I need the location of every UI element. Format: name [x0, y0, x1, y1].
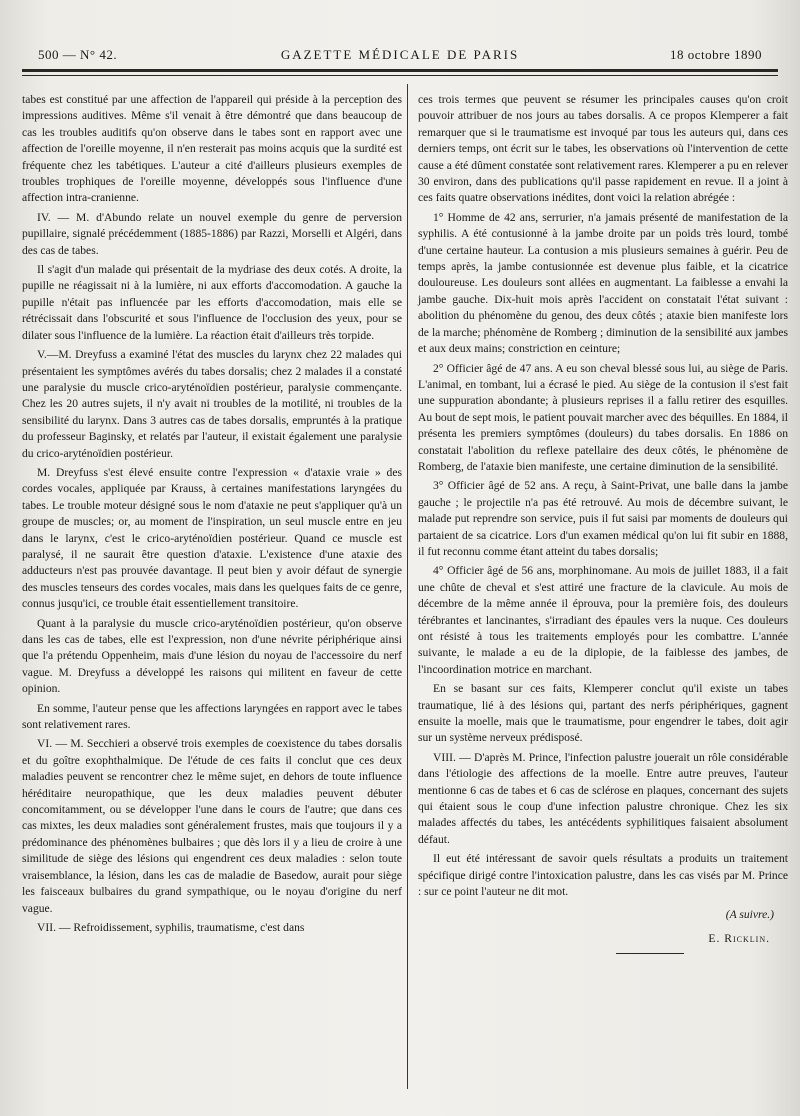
column-divider	[407, 84, 408, 1089]
page-number: 500 — N° 42.	[38, 47, 118, 62]
header-rule-thin	[22, 75, 778, 76]
paragraph: En somme, l'auteur pense que les affections laryngées en rapport avec le tabes sont relativement rares.	[22, 701, 402, 732]
paragraph: IV. — M. d'Abundo relate un nouvel exemple du genre de perversion pupillaire, signalé précédemment (1885-1886) par Razzi, Morselli et Algéri, dans des cas de tabes.	[22, 210, 402, 257]
left-column	[22, 92, 402, 939]
paragraph: En se basant sur ces faits, Klemperer conclut qu'il existe un tabes traumatique, lié à des lésions qui, partant des nerfs périphériques, gagnent ensuite la moelle, mais que le traumatisme, pour engendrer le tabes, doit agir sur un système nerveux prédisposé.	[418, 682, 788, 745]
paragraph: 4° Officier âgé de 56 ans, morphinomane. Au mois de juillet 1883, il a fait une chûte de cheval et s'est attiré une fracture de la clavicule. Au mois de décembre de la même année il éprouva, pour la première fois, des douleurs térébrantes et lancinantes, s'irradiant des épaules vers la nuque. Ces douleurs ont résisté à tous les traitements employés pour les combattre. L'année suivante, le malade a eu de la diplopie, de la faiblesse des jambes, de l'incoordination motrice en marchant.	[418, 564, 788, 676]
paragraph: Il eut été intéressant de savoir quels résultats a produits un traitement spécifique dirigé contre l'intoxication palustre, dans les cas visés par M. Prince : sur ce point l'auteur ne dit mot.	[418, 852, 788, 899]
right-column	[418, 92, 788, 954]
paragraph: VIII. — D'après M. Prince, l'infection palustre jouerait un rôle considérable dans l'étiologie des affections de la moelle. Entre autre preuves, l'auteur mentionne 6 cas de tabes et 6 cas de sclérose en plaques, concernant des sujets qui étaient sous le coup d'une infection palustre chronique. Chez les six malades affectés du tabes, les antécédents syphilitiques faisaient absolument défaut.	[418, 750, 788, 846]
page-header	[38, 47, 762, 67]
issue-date: 18 octobre 1890	[670, 47, 762, 62]
paragraph: VII. — Refroidissement, syphilis, traumatisme, c'est dans	[37, 920, 305, 934]
paragraph: V.—M. Dreyfuss a examiné l'état des muscles du larynx chez 22 malades qui présentaient les symptômes avérés du tabes dorsalis; chez 2 malades il a constaté une paralysie du muscle crico-aryténoïdien postérieur, paralysie commençante. Chez les 20 autres sujets, il n'y avait ni troubles de la motilité, ni troubles de la sensibilité du larynx. Dans 3 autres cas de tabes dorsalis, empruntés à la pratique du professeur Baginsky, et relatés par l'auteur, il existait également une paralysie du crico-aryténoïdien postérieur.	[22, 348, 402, 460]
paragraph: Quant à la paralysie du muscle crico-aryténoïdien postérieur, qu'on observe dans les cas de tabes, elle est l'expression, non d'une névrite périphérique ainsi que l'a prétendu Oppenheim, mais d'une lésion du noyau de l'accessoire du nerf vague. M. Dreyfuss a développé les raisons qui militent en faveur de cette opinion.	[22, 616, 402, 696]
to-be-continued: (A suivre.)	[725, 907, 774, 921]
signature-rule	[616, 953, 684, 954]
paragraph: ces trois termes que peuvent se résumer les principales causes qu'on croit pouvoir attribuer de nos jours au tabes dorsalis. A ce propos Klemperer a fait remarquer que si le traumatisme est invoqué par tous les auteurs qui, dans ces derniers temps, ont écrit sur le tabes, les observations où l'intervention de cette cause a été dûment constatée sont relativement rares. Klemperer a pu en relever 30 environ, dans des publications qu'il passe rapidement en revue. Il a joint à ces faits quatre observations inédites, dont voici la relation abrégée :	[418, 93, 788, 205]
author-signature: E. Ricklin.	[708, 931, 770, 945]
paragraph: VI. — M. Secchieri a observé trois exemples de coexistence du tabes dorsalis et du goître exophthalmique. De l'étude de ces faits il conclut que ces deux maladies peuvent se rencontrer chez le même sujet, en dehors de toute influence héréditaire neuropathique, que les deux maladies peuvent débuter concomitamment, ou se développer l'une dans le cours de l'autre; que dans ces cas mixtes, les deux maladies sont généralement frustes, mais que toujours il y a prédominance des phénomènes bulbaires ; que dès lors il y a lieu de croire à une similitude de siège des lésions qui engendrent ces deux maladies : selon toute vraisemblance, la lésion, dans les cas de maladie de Basedow, aurait pour siège les faisceaux bulbaires du grand sympathique, ou le noyau d'origine du nerf vague.	[22, 737, 402, 915]
header-rule	[22, 69, 778, 72]
paragraph: 3° Officier âgé de 52 ans. A reçu, à Saint-Privat, une balle dans la jambe gauche ; le projectile n'a pas été retrouvé. Au mois de décembre suivant, le malade put reprendre son service, puis il fut saisi par moments de douleurs qui partaient de sa cicatrice. Lors d'un examen médical qu'on lui fit subir en 1888, il fut reconnu comme étant atteint du tabes dorsalis;	[418, 479, 788, 558]
journal-title: GAZETTE MÉDICALE DE PARIS	[280, 47, 520, 62]
paragraph: Il s'agit d'un malade qui présentait de la mydriase des deux cotés. A droite, la pupille ne réagissait ni à la lumière, ni aux efforts d'accomodation. A gauche la pupille n'était pas influencée par les efforts d'accomodation, mais elle se rétrécissait dans l'obscurité et sous l'influence de l'occlusion des yeux, pour se dilater sous l'influence de la lumière. La réaction était d'ailleurs très torpide.	[22, 263, 402, 342]
paragraph: M. Dreyfuss s'est élevé ensuite contre l'expression « d'ataxie vraie » des cordes vocales, appliquée par Krauss, à certaines manifestations laryngées du tabes. Le trouble moteur désigné sous le nom d'ataxie ne peut s'appliquer qu'à un groupe de muscles; or, au moment de l'inspiration, un seul muscle entre en jeu dans le larynx, c'est le crico-aryténoïdien postérieur. Quand ce muscle est paralysé, il ne saurait être question d'ataxie. L'existence d'une ataxie des adducteurs n'est pas prouvée davantage. Il peut bien y avoir défaut de synergie des muscles tenseurs des cordes vocales, mais dans les quelques faits de ce genre, connus jusqu'ici, ce trouble était essentiellement transitoire.	[22, 465, 402, 611]
paragraph: 2° Officier âgé de 47 ans. A eu son cheval blessé sous lui, au siège de Paris. L'animal, en tombant, lui a écrasé le pied. Au siège de la contusion il s'est fait une suppuration abondante; à plusieurs reprises il a fallu retirer des esquilles. Au bout de sept mois, le patient pouvait marcher avec des béquilles. En 1884, il présenta les premiers symptômes (douleurs) du tabes dorsalis. En 1886 on constatait l'abolition du reflexe patellaire des deux côtés, le phénomène de Romberg, de l'ataxie bien manifeste, une certaine diminution de la sensibilité.	[418, 361, 788, 473]
paragraph: tabes est constitué par une affection de l'appareil qui préside à la perception des impressions auditives. Même s'il venait à être démontré que dans beaucoup de cas les troubles auditifs qu'on observe dans le tabes sont en rapport avec une affection de l'oreille moyenne, il n'en resterait pas moins acquis que la surdité est fréquente chez les tabétiques. L'auteur a cité d'ailleurs plusieurs exemples de troubles trophiques de l'oreille moyenne, développés sous l'influence d'une affection intra-cranienne.	[22, 93, 402, 205]
paragraph: 1° Homme de 42 ans, serrurier, n'a jamais présenté de manifestation de la syphilis. A été contusionné à la jambe droite par un poids très lourd, tombé d'une certaine hauteur. La contusion a mis plusieurs semaines à guérir. Peu de temps après, la jambe contusionnée est devenue plus faible, et la cicatrice douloureuse. Les douleurs sont allées en augmentant. La faiblesse a envahi la jambe gauche. Dix-huit mois après l'accident on constatait l'état suivant : abolition du phénomène du genou, des deux côtés ; ataxie bien manifeste lors de la marche; phénomène de Romberg ; diminution de la sensibilité aux jambes et aux deux mains; constriction en ceinture;	[418, 210, 788, 356]
